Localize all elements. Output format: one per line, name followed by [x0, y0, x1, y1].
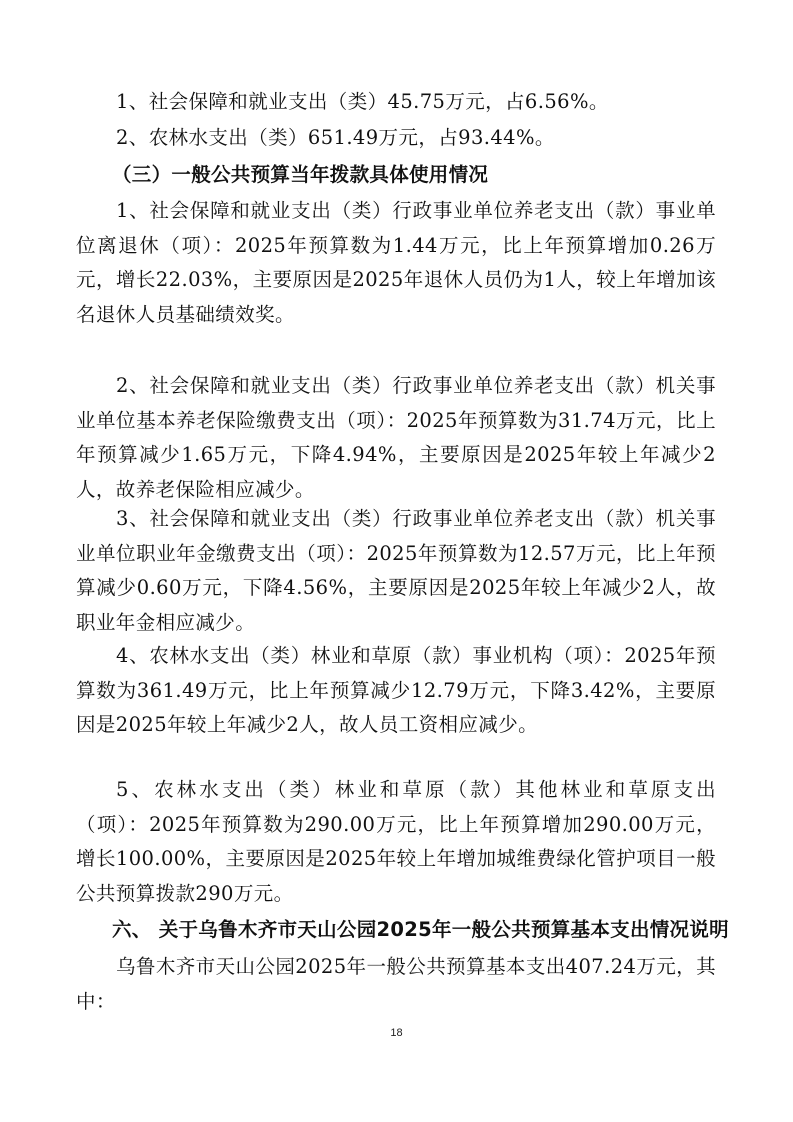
paragraph-agriculture-share: 2、农林水支出（类）651.49万元，占93.44%。 [116, 126, 555, 149]
section-heading-six: 六、 关于乌鲁木齐市天山公园2025年一般公共预算基本支出情况说明 [112, 918, 729, 941]
list-item-4: 4、农林水支出（类）林业和草原（款）事业机构（项）：2025年预算数为361.49万元，比上年预算减少12.79万元，下降3.42%，主要原因是2025年较上年减少2人，故人员工资相应减少。 [76, 644, 716, 736]
list-item-2: 2、社会保障和就业支出（类）行政事业单位养老支出（款）机关事业单位基本养老保险缴费支出（项）：2025年预算数为31.74万元，比上年预算减少1.65万元，下降4.94%，主要原因是2025年较上年减少2人，故养老保险相应减少。 [76, 374, 716, 501]
list-item-5: 5、农林水支出（类）林业和草原（款）其他林业和草原支出（项）：2025年预算数为290.00万元，比上年预算增加290.00万元，增长100.00%，主要原因是2025年较上年增加城维费绿化管护项目一般公共预算拨款290万元。 [76, 778, 716, 905]
paragraph-social-security-share: 1、社会保障和就业支出（类）45.75万元，占6.56%。 [116, 90, 609, 113]
section-heading-three: （三）一般公共预算当年拨款具体使用情况 [112, 163, 489, 186]
closing-paragraph: 乌鲁木齐市天山公园2025年一般公共预算基本支出407.24万元，其中： [76, 955, 716, 1013]
page-number: 18 [390, 1027, 403, 1039]
list-item-3: 3、社会保障和就业支出（类）行政事业单位养老支出（款）机关事业单位职业年金缴费支出（项）：2025年预算数为12.57万元，比上年预算减少0.60万元，下降4.56%，主要原因是2025年较上年减少2人，故职业年金相应减少。 [76, 507, 716, 634]
list-item-1: 1、社会保障和就业支出（类）行政事业单位养老支出（款）事业单位离退休（项）：2025年预算数为1.44万元，比上年预算增加0.26万元，增长22.03%，主要原因是2025年退休人员仍为1人，较上年增加该名退休人员基础绩效奖。 [76, 199, 716, 326]
